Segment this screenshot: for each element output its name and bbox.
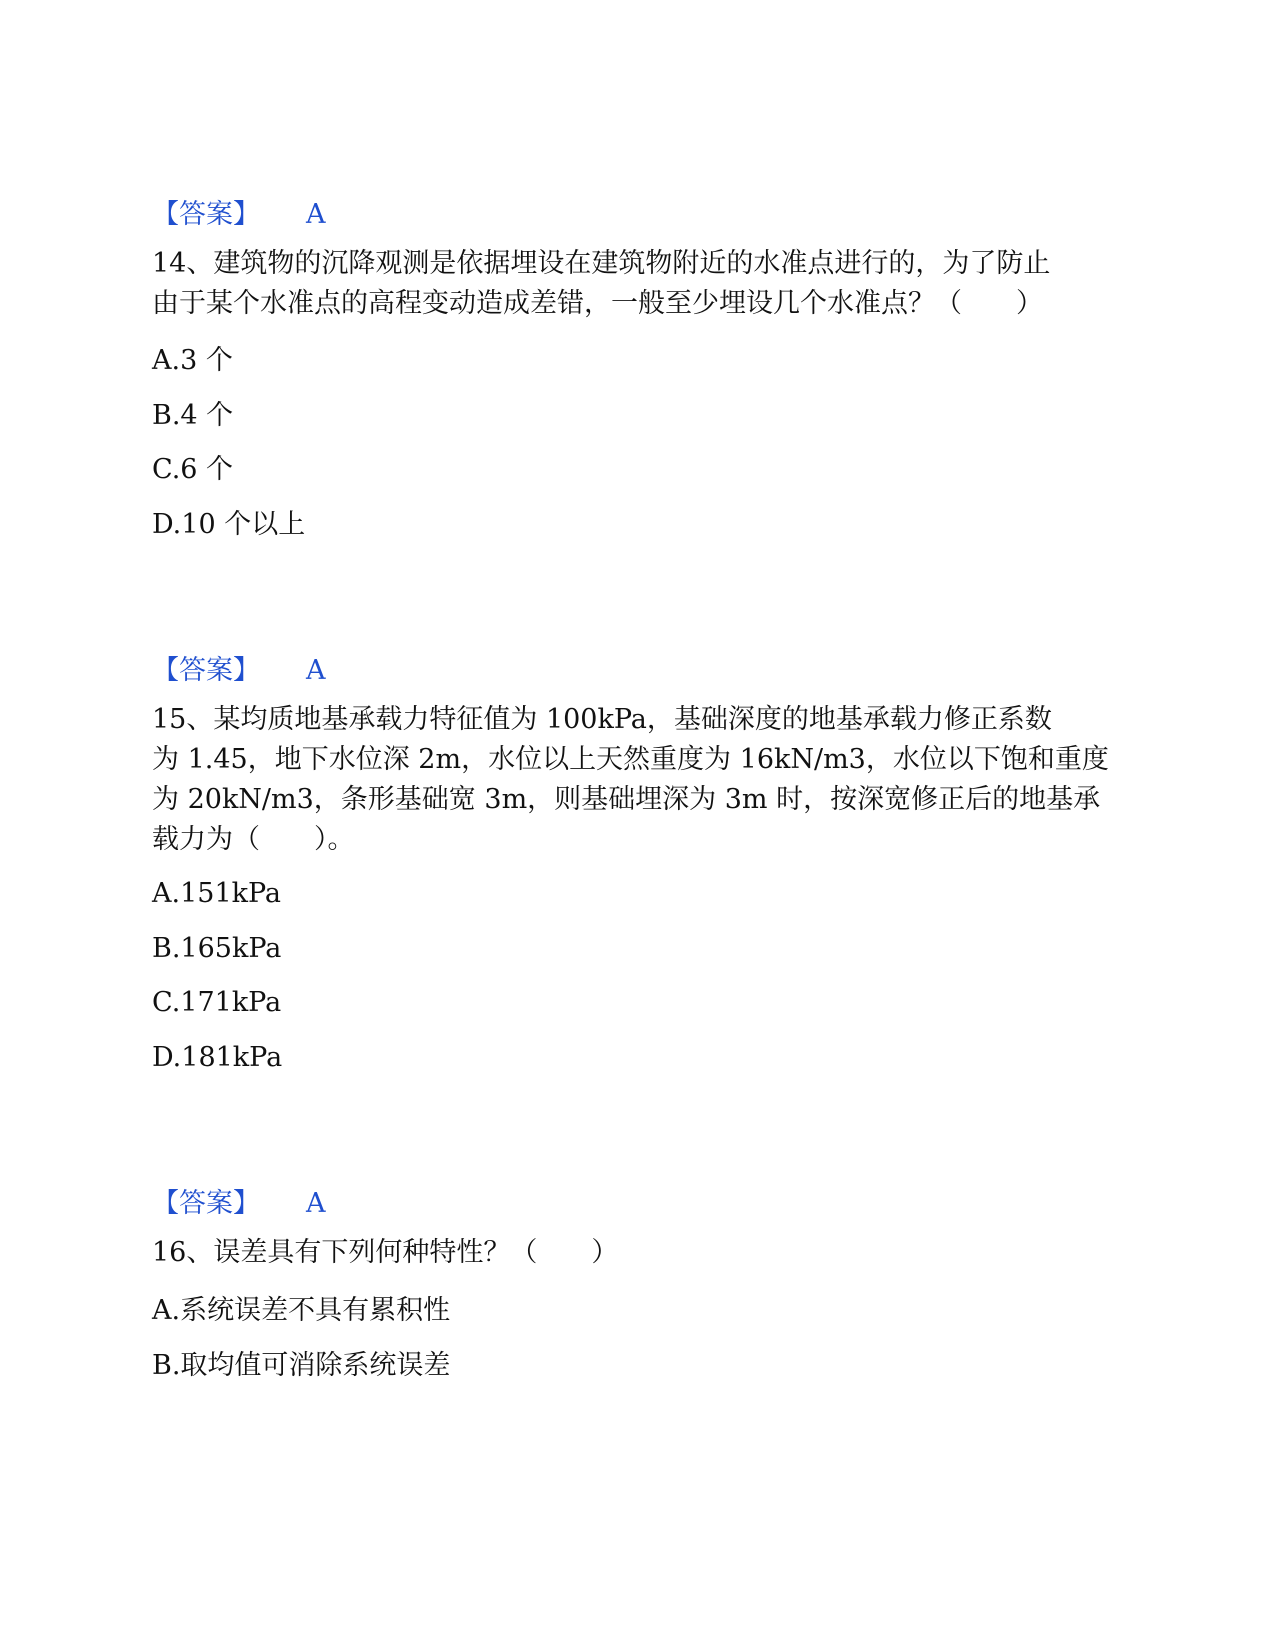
option-a: A.3 个 [152,345,233,376]
option-a: A.151kPa [152,878,282,909]
option-a: A.系统误差不具有累积性 [152,1295,451,1326]
question-line: 由于某个水准点的高程变动造成差错，一般至少埋设几个水准点？（ ） [152,288,1043,319]
answer-label: 【答案】 [152,1188,260,1219]
option-d: D.10 个以上 [152,509,306,540]
answer-label: 【答案】 [152,199,260,230]
question-line: 为 20kN/m3，条形基础宽 3m，则基础埋深为 3m 时，按深宽修正后的地基承 [152,784,1101,815]
question-14-text [152,244,1132,324]
answer-value: A [306,1188,326,1219]
answer-line [152,654,326,688]
question-line: 15、某均质地基承载力特征值为 100kPa，基础深度的地基承载力修正系数 [152,704,1052,735]
option-c: C.171kPa [152,987,282,1018]
question-line: 载力为（ ）。 [152,824,355,855]
question-line: 14、建筑物的沉降观测是依据埋设在建筑物附近的水准点进行的，为了防止 [152,248,1051,279]
question-16-text [152,1233,1132,1273]
answer-label: 【答案】 [152,655,260,686]
option-b: B.165kPa [152,933,282,964]
option-b: B.取均值可消除系统误差 [152,1350,451,1381]
answer-line [152,1187,326,1221]
answer-line [152,198,326,232]
answer-value: A [306,199,326,230]
option-d: D.181kPa [152,1042,283,1073]
answer-value: A [306,655,326,686]
option-b: B.4 个 [152,400,234,431]
question-15-text [152,700,1132,860]
question-line: 为 1.45，地下水位深 2m，水位以上天然重度为 16kN/m3，水位以下饱和重度 [152,744,1109,775]
question-line: 16、误差具有下列何种特性？（ ） [152,1237,619,1268]
option-c: C.6 个 [152,454,234,485]
